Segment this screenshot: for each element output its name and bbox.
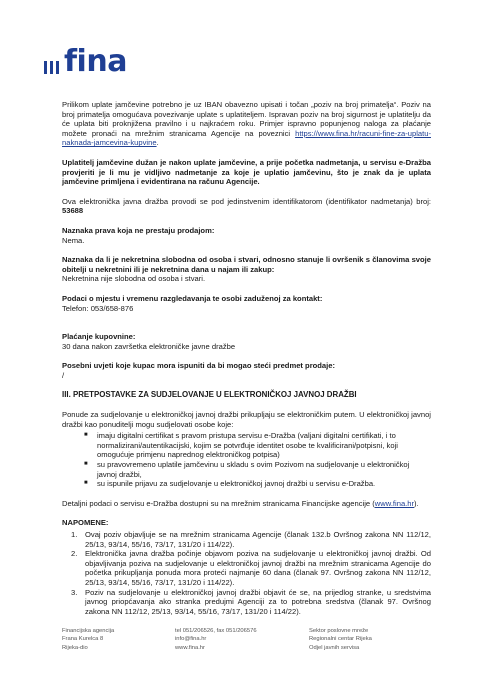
footer-department: Sektor poslovne mreže Regionalni centar Rijeka Odjel javnih servisa xyxy=(309,628,372,651)
list-item: 1. Ovaj poziv objavljuje se na mrežnim stranicama Agencije (članak 132.b Ovršnog zakona NN 112/12, 25/13, 93/14, 55/16, 73/17, 131/20 i 114/22). xyxy=(71,530,431,549)
list-item: ■ imaju digitalni certifikat s pravom pristupa servisu e-Dražba (valjani digitalni certifikati, i to normalizirani/autentikacijski, kojim se potvrđuje identitet osobe te kvalificirani/potpisni, koji omogućuje primjenu naprednog elektroničkog potpisa) xyxy=(84,431,431,460)
viewing-title: Podaci o mjestu i vremenu razgledavanja te osobi zaduženoj za kontakt: xyxy=(62,293,323,303)
list-item: ■ su ispunile prijavu za sudjelovanje u elektroničkoj javnoj dražbi u servisu e-Dražba. xyxy=(84,479,431,489)
payment-title: Plaćanje kupovnine: xyxy=(62,332,136,342)
notes-heading: NAPOMENE: xyxy=(62,518,109,528)
list-item: ■ su pravovremeno uplatile jamčevinu u skladu s ovim Pozivom na sudjelovanje u elektroničkoj javnoj dražbi, xyxy=(84,460,431,479)
notes-list xyxy=(62,530,431,616)
footer-address: Financijska agencija Frana Kurelca 8 Rijeka-dio xyxy=(62,628,115,651)
auction-id-paragraph: Ova elektronička javna dražba provodi se pod jedinstvenim identifikatorom (identifikator nadmetanja) broj: 53688 xyxy=(62,196,431,216)
requirements-heading: III. PRETPOSTAVKE ZA SUDJELOVANJE U ELEKTRONIČKOJ JAVNOJ DRAŽBI xyxy=(62,390,357,400)
footer-contact: tel 051/206526, fax 051/206576 info@fina.hr www.fina.hr xyxy=(175,628,257,651)
requirements-intro: Ponude za sudjelovanje u elektroničkoj javnoj dražbi prikupljaju se elektroničkim putem. U elektroničkoj javnoj dražbi kao ponuditelji mogu sudjelovati osobe koje: xyxy=(62,410,431,429)
fina-website-link[interactable]: www.fina.hr xyxy=(374,498,415,508)
iban-paragraph: Prilikom uplate jamčevine potrebno je uz IBAN obavezno upisati i točan „poziv na broj primatelja“. Poziv na broj primatelja omogućava povezivanje uplate s uplatiteljem. Ispravan poziv na broj sigurnost je uplatitelju da će uplata biti proknjižena pravilno i u najkraćem roku. Primjer ispravno popunjenog naloga za plaćanje možete pronaći na mrežnim stranicama Agencije na poveznici https://www.fina.hr/racuni-fine-za-uplatu-naknada-jamcevina-kupvine. xyxy=(62,100,431,148)
viewing-value: Telefon: 053/658-876 xyxy=(62,303,134,313)
conditions-title: Posebni uvjeti koje kupac mora ispuniti da bi mogao steći predmet prodaje: xyxy=(62,361,336,371)
list-item: 2. Elektronička javna dražba počinje objavom poziva na sudjelovanje u elektroničkoj javnoj dražbi. Od objavljivanja poziva na sudjelovanje u elektroničkoj javnoj dražbi na mrežnim stranicama Agencije do početka prikupljanja ponuda mora proteći najmanje 60 dana (članak 97. Ovršnog zakona NN 112/12, 25/13, 93/14, 55/16, 73/17, 131/20 i 114/22). xyxy=(71,549,431,587)
payment-guide-link[interactable]: https://www.fina.hr/racuni-fine-za-uplatu-naknada-jamcevina-kupvine xyxy=(62,128,431,148)
payment-value: 30 dana nakon završetka elektroničke javne dražbe xyxy=(62,341,236,351)
rights-title: Naznaka prava koja ne prestaju prodajom: xyxy=(62,225,215,235)
conditions-value: / xyxy=(62,370,65,380)
logo-bars-icon xyxy=(44,61,59,74)
bidder-paragraph: Uplatitelj jamčevine dužan je nakon uplate jamčevine, a prije početka nadmetanja, u servisu e-Dražba provjeriti je li mu je vidljivo nadmetanje za koje je uplatio jamčevinu, što je znak da je uplata jamčevine primljena i evidentirana na računu Agencije. xyxy=(62,157,431,187)
requirements-list xyxy=(62,431,431,489)
auction-id-number: 53688 xyxy=(62,206,84,216)
rights-value: Nema. xyxy=(62,235,85,245)
document-body xyxy=(62,100,431,616)
vacancy-value: Nekretnina nije slobodna od osoba i stvari. xyxy=(62,274,206,284)
logo-text: fina xyxy=(64,44,127,79)
list-item: 3. Poziv na sudjelovanje u elektroničkoj javnoj dražbi objavit će se, na prijedlog stranke, u sredstvima javnog priopćavanja ako stranka predujmi Agenciji za to potrebna sredstva (članak 97. Ovršnog zakona NN 112/12, 25/13, 93/14, 55/16, 73/17, 131/20 i 114/22). xyxy=(71,587,431,616)
details-paragraph: Detaljni podaci o servisu e-Dražba dostupni su na mrežnim stranicama Financijske agencije (www.fina.hr). xyxy=(62,498,419,508)
vacancy-title: Naznaka da li je nekretnina slobodna od osoba i stvari, odnosno stanuje li ovršenik s članovima svoje obitelji u nekretnini ili je nekretnina dana u najam ili zakup: xyxy=(62,255,431,274)
fina-logo xyxy=(44,44,127,79)
